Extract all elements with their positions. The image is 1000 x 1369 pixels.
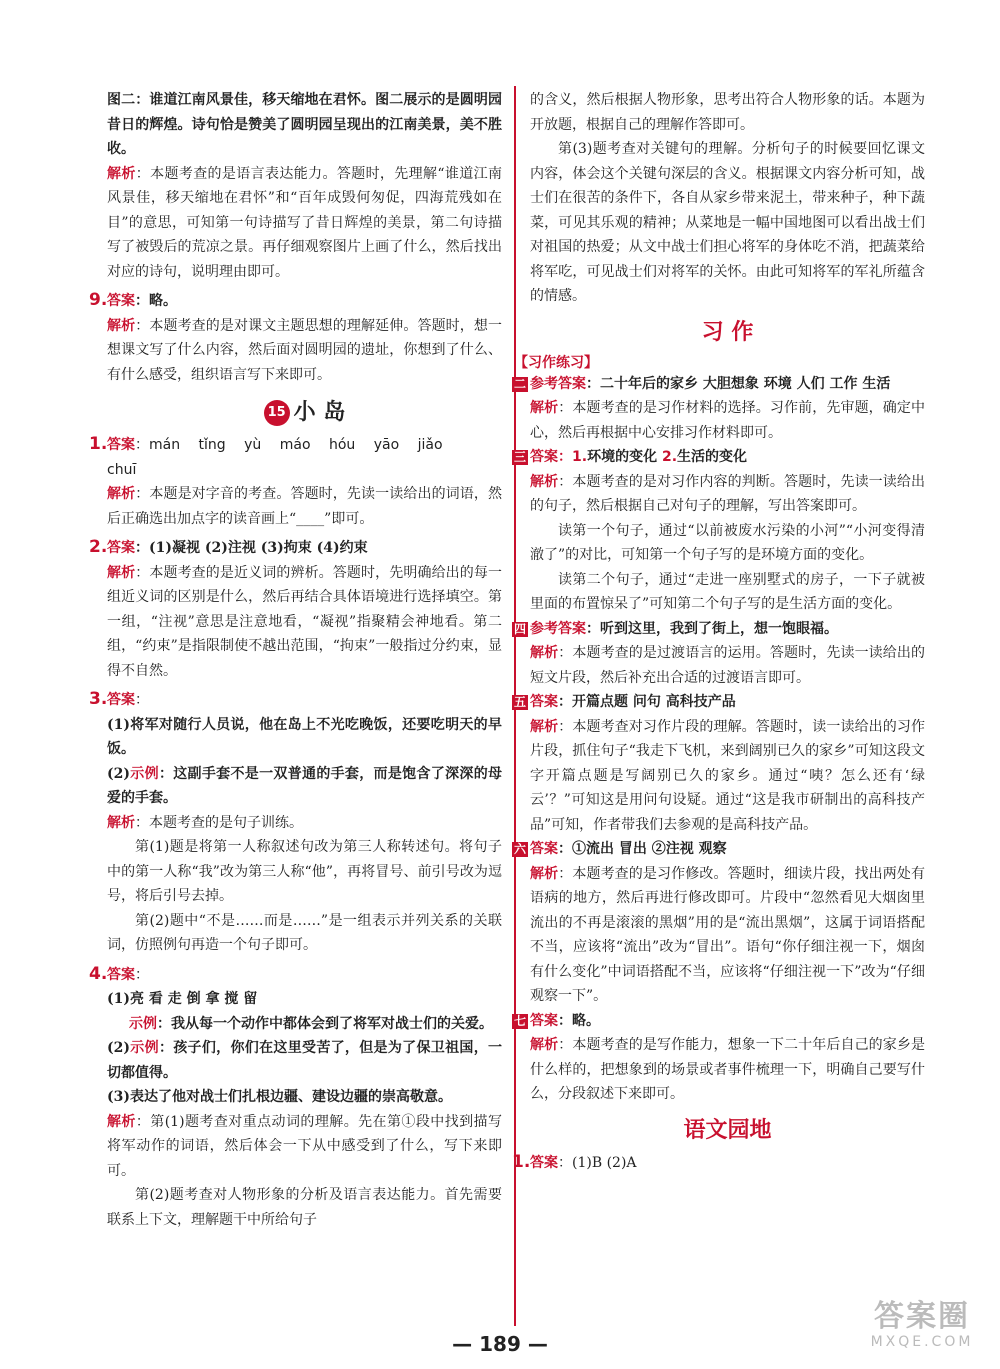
item-box-3: 三 xyxy=(514,450,527,464)
q1-pinyin-line1: ：mán tǐng yù máo hóu yāo jiǎo xyxy=(135,437,443,453)
analysis-label: 解析 xyxy=(107,564,136,581)
answer-label: 答案 xyxy=(530,1154,558,1171)
example-label: 示例 xyxy=(130,1040,159,1056)
answer-label: 答案 xyxy=(107,293,135,309)
right-column xyxy=(512,88,926,1175)
analysis-label: 解析 xyxy=(107,486,136,502)
answer-label: 答案 xyxy=(107,437,135,453)
b3-answer-1: 环境的变化 xyxy=(587,449,658,465)
page-number: — 189 — xyxy=(452,1332,548,1356)
section-title: 习 作 xyxy=(701,319,754,345)
q3-item2: ：这副手套不是一双普通的手套，而是饱含了深深的母爱的手套。 xyxy=(107,765,503,806)
q4-item1-example: ：我从每一个动作中都体会到了将军对战士们的关爱。 xyxy=(157,1015,493,1032)
answer-label: 答案 xyxy=(107,692,135,708)
answer-label: 答案 xyxy=(530,449,559,465)
analysis-label: 解析 xyxy=(530,400,559,416)
example-label: 示例 xyxy=(130,765,159,782)
ref-answer-label: 参考答案 xyxy=(530,620,587,637)
b4-analysis: ：本题考查的是过渡语言的运用。答题时，先读一读给出的短文片段，然后补充出合适的过渡语言即可。 xyxy=(530,645,926,686)
analysis-label: 解析 xyxy=(107,814,135,831)
q3-paragraph-2: 第(2)题中“不是……而是……”是一组表示并列关系的关联词，仿照例句再造一个句子即可。 xyxy=(107,912,502,953)
question-number: 2. xyxy=(89,537,108,557)
g1-answer: ：(1)B (2)A xyxy=(558,1154,637,1171)
answer-label: 答案 xyxy=(530,694,559,710)
analysis-label: 解析 xyxy=(107,317,136,334)
q4-item2-prefix: (2) xyxy=(107,1040,130,1056)
question-number: 1. xyxy=(89,434,108,454)
b6-answer: ：①流出 冒出 ②注视 观察 xyxy=(558,841,727,857)
q9-analysis: ：本题考查的是对课文主题思想的理解延伸。答题时，想一想课文写了什么内容，然后面对圆明园的遗址，你想到了什么、有什么感受，组织语言写下来即可。 xyxy=(107,317,503,383)
item-box-7: 七 xyxy=(514,1013,527,1028)
b3-analysis: ：本题考查的是对习作内容的判断。答题时，先读一读给出的句子，然后根据自己对句子的理解，写出答案即可。 xyxy=(530,473,926,514)
b3-paragraph-1: 读第一个句子，通过“以前被废水污染的小河”“小河变得清澈了”的对比，可知第一个句子写的是环境方面的变化。 xyxy=(530,522,925,563)
analysis-label: 解析 xyxy=(530,473,559,490)
q1-analysis: ：本题是对字音的考查。答题时，先读一读给出的词语，然后正确选出加点字的读音画上“____”即可。 xyxy=(107,486,503,527)
b4-answer: ：听到这里，我到了街上，想一饱眼福。 xyxy=(586,620,839,637)
answer-label: 答案 xyxy=(107,966,135,983)
q4-analysis: ：第(1)题考查对重点动词的理解。先在第①段中找到描写将军动作的词语，然后体会一下从中感受到了什么，写下来即可。 xyxy=(107,1113,502,1179)
b6-analysis: ：本题考查的是习作修改。答题时，细读片段，找出两处有语病的地方，然后再进行修改即可。片段中“忽然看见大烟囱里流出的不再是滚滚的黑烟”用的是“流出黑烟”，这属于词语搭配不当，应该将“流出”改为“冒出”。语句“你仔细注视一下，烟囱有什么变化”中词语搭配不当，应该将“仔细注视一下”改为“仔细观察一下”。 xyxy=(530,865,926,1004)
b3-paragraph-2: 读第二个句子，通过“走进一座别墅式的房子，一下子就被里面的布置惊呆了”可知第二个句子写的是生活方面的变化。 xyxy=(530,571,925,612)
q9-answer: ：略。 xyxy=(135,293,177,309)
b5-analysis: ：本题考查对习作片段的理解。答题时，读一读给出的习作片段，抓住句子“我走下飞机，来到阔别已久的家乡”可知这段文字开篇点题是写阔别已久的家乡。通过“咦？怎么还有‘绿云’？”可知这是用问句设疑。通过“这是我市研制出的高科技产品”可知，作者带我们去参观的是高科技产品。 xyxy=(530,718,926,833)
b3-answer-2: 生活的变化 xyxy=(677,449,748,465)
lesson-badge: 15 xyxy=(264,400,290,426)
b7-answer: ：略。 xyxy=(558,1012,601,1029)
answer-label: 答案 xyxy=(530,1012,559,1029)
watermark-logo xyxy=(852,1300,992,1364)
q1-pinyin-line2: chuī xyxy=(107,461,137,478)
intro-answer: 图二：谁道江南风景佳，移天缩地在君怀。图二展示的是圆明园昔日的辉煌。诗句恰是赞美了圆明园呈现出的江南美景，美不胜收。 xyxy=(107,92,502,157)
q3-answer: ： xyxy=(135,692,149,708)
q3-item1: (1)将军对随行人员说，他在岛上不光吃晚饭，还要吃明天的早饭。 xyxy=(107,716,502,757)
b7-analysis: ：本题考查的是写作能力，想象一下二十年后自己的家乡是什么样的，把想象到的场景或者事件梳理一下，明确自己要写什么，分段叙述下来即可。 xyxy=(530,1037,926,1102)
q3-paragraph-1: 第(1)题是将第一人称叙述句改为第三人称转述句。将句子中的第一人称“我”改为第三人称“他”，再将冒号、前引号改为逗号，将后引号去掉。 xyxy=(107,839,502,904)
question-number: 1. xyxy=(512,1151,531,1172)
item-box-6: 六 xyxy=(514,842,527,856)
analysis-label: 解析 xyxy=(530,645,559,661)
answer-label: 答案 xyxy=(530,841,559,857)
intro-analysis: ：本题考查的是语言表达能力。答题时，先理解“谁道江南风景佳，移天缩地在君怀”和“百年成毁何匆促，四海荒残如在目”的意思，可知第一句诗描写了昔日辉煌的美景，第二句诗描写了被毁后的荒凉之景。再仔细观察图片上画了什么，然后找出对应的诗句，说明理由即可。 xyxy=(107,165,503,280)
analysis-label: 解析 xyxy=(530,1037,559,1053)
question-number: 9. xyxy=(89,290,108,310)
q4-answer: ： xyxy=(135,966,149,983)
watermark-line2: MXQE.COM xyxy=(870,1334,974,1350)
q3-item2-prefix: (2) xyxy=(107,765,130,782)
b2-analysis: ：本题考查的是习作材料的选择。习作前，先审题，确定中心，然后再根据中心安排习作材料即可。 xyxy=(530,400,926,441)
example-label: 示例 xyxy=(129,1015,157,1032)
question-number: 4. xyxy=(89,963,108,984)
b3-num-1: ：1. xyxy=(558,449,588,465)
continued-paragraph-1: 的含义，然后根据人物形象，思考出符合人物形象的话。本题为开放题，根据自己的理解作答即可。 xyxy=(530,92,925,133)
analysis-label: 解析 xyxy=(107,165,136,182)
q2-analysis: ：本题考查的是近义词的辨析。答题时，先明确给出的每一组近义词的区别是什么，然后再结合具体语境进行选择填空。第一组，“注视”意思是注意地看，“凝视”指聚精会神地看。第二组，“约束”是指限制使不越出范围，“拘束”一般指过分约束，显得不自然。 xyxy=(107,564,503,679)
item-box-4: 四 xyxy=(514,621,527,636)
lesson-title-row xyxy=(107,395,502,426)
question-number: 3. xyxy=(89,689,108,709)
q3-analysis: ：本题考查的是句子训练。 xyxy=(135,814,303,831)
continued-paragraph-2: 第(3)题考查对关键句的理解。分析句子的时候要回忆课文内容，体会这个关键句深层的含义。根据课文内容分析可知，战士们在很苦的条件下，各自从家乡带来泥土，带来种子，种下蔬菜，可见其乐观的精神；从菜地是一幅中国地图可以看出战士们对祖国的热爱；从文中战士们担心将军的身体吃不消，把蔬菜给将军吃，可见战士们对将军的关怀。由此可知将军的军礼所蕴含的情感。 xyxy=(530,141,925,304)
analysis-label: 解析 xyxy=(530,718,559,735)
answer-label: 答案 xyxy=(107,540,135,556)
b2-answer: ：二十年后的家乡 大胆想象 环境 人们 工作 生活 xyxy=(586,375,891,392)
ref-answer-label: 参考答案 xyxy=(530,375,587,392)
analysis-label: 解析 xyxy=(530,865,559,882)
analysis-label: 解析 xyxy=(107,1113,136,1130)
left-column xyxy=(89,88,503,1232)
watermark-line1: 答案圈 xyxy=(874,1299,970,1334)
q4-item3: (3)表达了他对战士们扎根边疆、建设边疆的崇高敬意。 xyxy=(107,1089,452,1105)
q2-answer: ：(1)凝视 (2)注视 (3)拘束 (4)约束 xyxy=(135,540,368,556)
q4-paragraph-2: 第(2)题考查对人物形象的分析及语言表达能力。首先需要联系上下文，理解题干中所给句子 xyxy=(107,1187,502,1228)
item-box-5: 五 xyxy=(514,695,527,709)
item-box-2: 二 xyxy=(514,376,527,391)
garden-title: 语文园地 xyxy=(683,1117,772,1143)
lesson-title: 小 岛 xyxy=(293,399,346,425)
practice-label: 【习作练习】 xyxy=(514,354,598,371)
b3-num-2: 2. xyxy=(661,449,678,465)
q4-item1: (1)亮 看 走 倒 拿 搅 留 xyxy=(107,991,258,1007)
q4-item2: ：孩子们，你们在这里受苦了，但是为了保卫祖国，一切都值得。 xyxy=(107,1040,503,1081)
b5-answer: ：开篇点题 问句 高科技产品 xyxy=(558,694,736,710)
